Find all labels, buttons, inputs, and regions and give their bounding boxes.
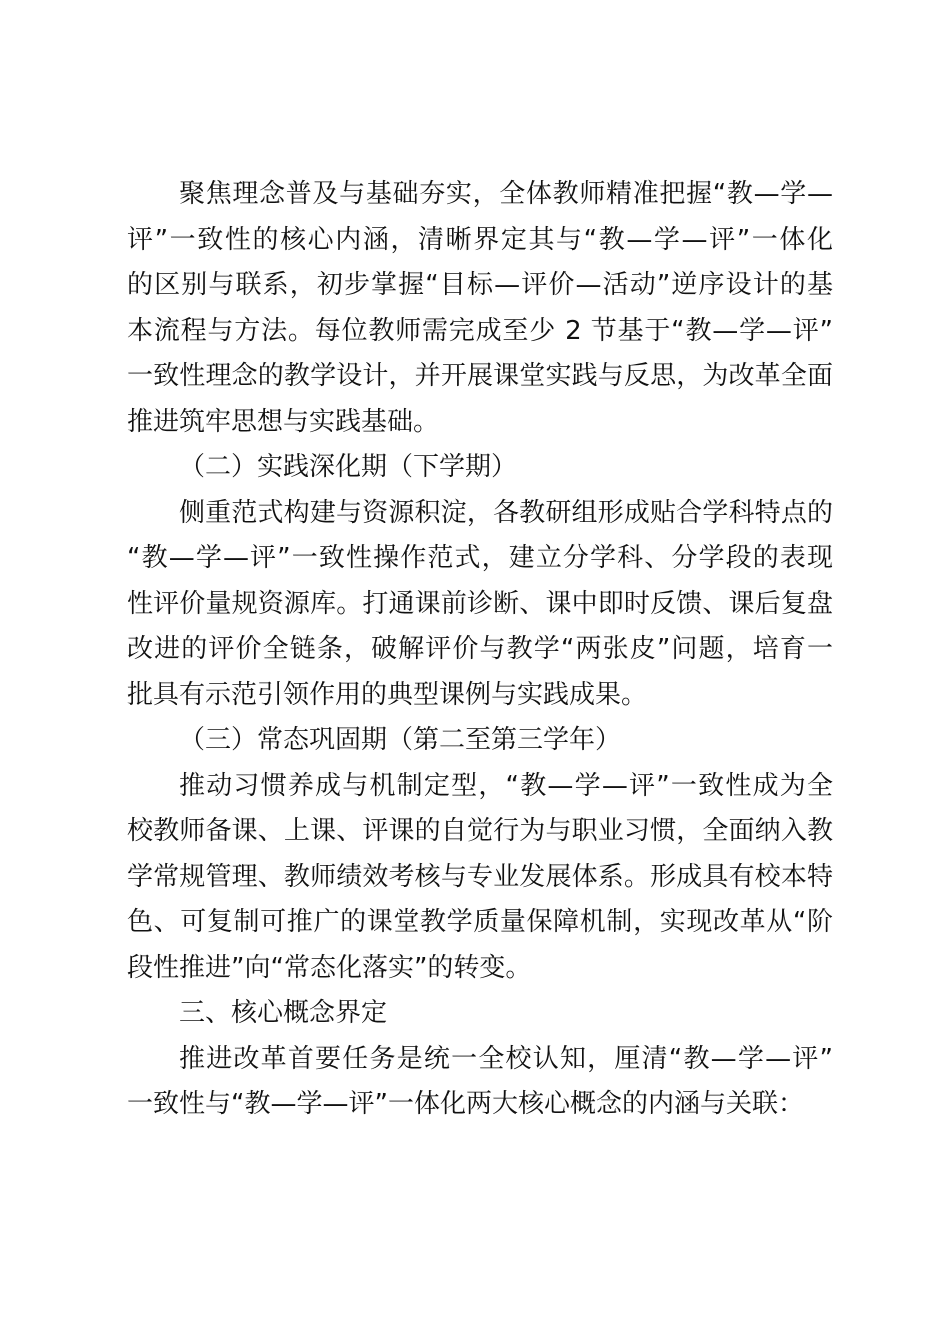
text-line: 改进的评价全链条，破解评价与教学“两张皮”问题，培育一 bbox=[127, 634, 833, 664]
paragraph-stage-one bbox=[127, 172, 833, 445]
text-line: 校教师备课、上课、评课的自觉行为与职业习惯，全面纳入教 bbox=[127, 816, 833, 846]
text-line: 性评价量规资源库。打通课前诊断、课中即时反馈、课后复盘 bbox=[127, 588, 833, 619]
text-line: “教—学—评”一致性操作范式，建立分学科、分学段的表现 bbox=[127, 543, 833, 573]
text-line: 评”一致性的核心内涵，清晰界定其与“教—学—评”一体化 bbox=[127, 224, 833, 255]
text-line: 本流程与方法。每位教师需完成至少 2 节基于“教—学—评” bbox=[127, 315, 833, 346]
text-line: 的区别与联系，初步掌握“目标—评价—活动”逆序设计的基 bbox=[127, 270, 833, 300]
text-line: 批具有示范引领作用的典型课例与实践成果。 bbox=[127, 679, 648, 710]
text-line: 侧重范式构建与资源积淀，各教研组形成贴合学科特点的 bbox=[179, 497, 833, 528]
text-line: 学常规管理、教师绩效考核与专业发展体系。形成具有校本特 bbox=[127, 861, 833, 892]
section-heading-normalization: （三）常态巩固期（第二至第三学年） bbox=[179, 725, 622, 755]
text-line: 一致性理念的教学设计，并开展课堂实践与反思，为改革全面 bbox=[127, 361, 833, 391]
text-line: 聚焦理念普及与基础夯实，全体教师精准把握“教—学— bbox=[179, 179, 833, 209]
text-line: 段性推进”向“常态化落实”的转变。 bbox=[127, 952, 532, 983]
paragraph-stage-two bbox=[127, 491, 833, 719]
text-line: 推进筑牢思想与实践基础。 bbox=[127, 406, 440, 437]
document-body bbox=[127, 172, 833, 1128]
text-line: 推进改革首要任务是统一全校认知，厘清“教—学—评” bbox=[179, 1043, 833, 1074]
section-heading-core-concepts: 三、核心概念界定 bbox=[179, 998, 388, 1028]
text-line: 推动习惯养成与机制定型，“教—学—评”一致性成为全 bbox=[179, 770, 833, 801]
paragraph-core-concepts-intro bbox=[127, 1037, 833, 1128]
text-line: 一致性与“教—学—评”一体化两大核心概念的内涵与关联： bbox=[127, 1089, 804, 1119]
paragraph-stage-three bbox=[127, 764, 833, 992]
section-heading-practice-deepening: （二）实践深化期（下学期） bbox=[179, 452, 518, 482]
text-line: 色、可复制可推广的课堂教学质量保障机制，实现改革从“阶 bbox=[127, 907, 833, 937]
